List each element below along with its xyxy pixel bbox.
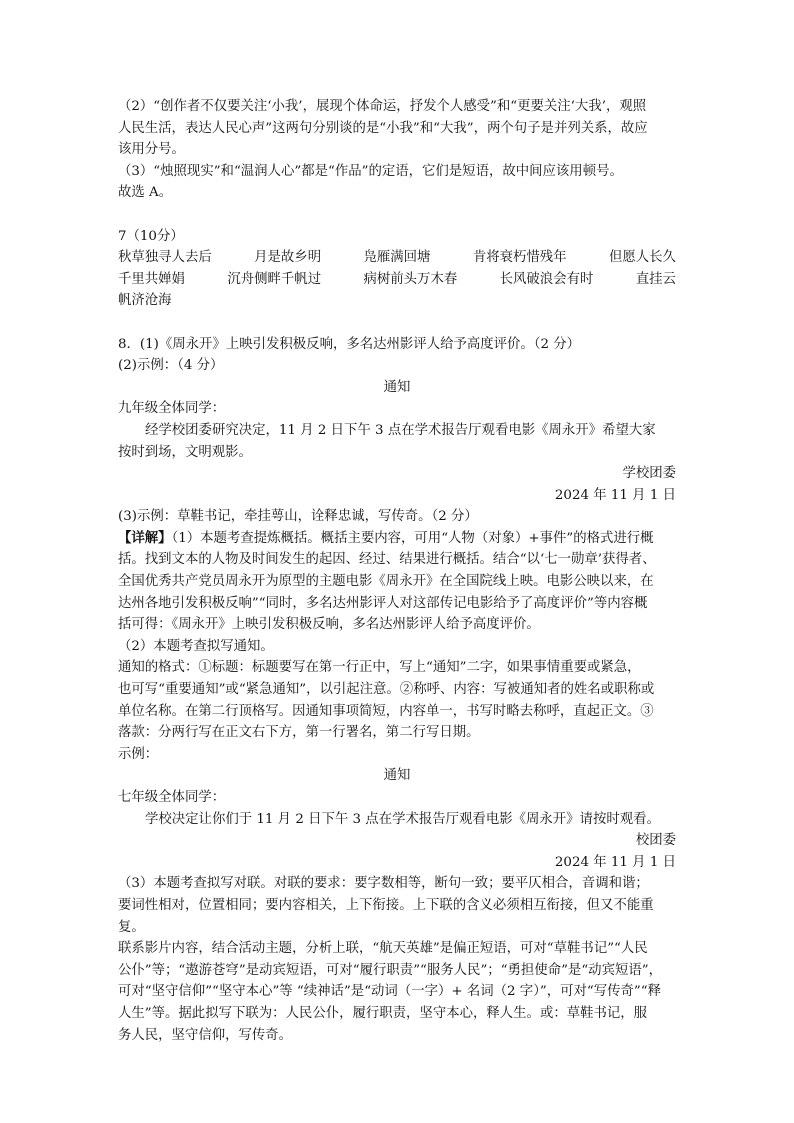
poem-phrase: 沉舟侧畔千帆过 xyxy=(227,271,322,287)
poem-phrase: 肯将衰朽惜残年 xyxy=(472,250,567,266)
explain-line-1 xyxy=(118,528,676,550)
spacer xyxy=(118,204,676,226)
explain-line-4: 达州各地引发积极反响”“同时，多名达州影评人对这部传记电影给予了高度评价”等内容概 xyxy=(118,595,648,611)
explain-text: （1）本题考查提炼概括。概括主要内容，可用“人物（对象）+事件”的格式进行概 xyxy=(171,530,654,546)
poem-phrase: 直挂云 xyxy=(635,271,676,287)
poem-phrase: 长风破浪会有时 xyxy=(499,271,594,287)
explain-line-3: 全国优秀共产党员周永开为原型的主题电影《周永开》在全国院线上映。电影公映以来，在 xyxy=(118,574,654,590)
q7-row-1 xyxy=(118,247,676,269)
notice1-title: 通知 xyxy=(383,379,411,395)
notice2-date: 2024 年 11 月 1 日 xyxy=(554,854,676,870)
explain3-line-6: 可对“坚守信仰”“坚守本心”等 “续神话”是“动词（一字）+ 名词（2 字）”，可对“写传奇”“释 xyxy=(118,984,661,1000)
q8-part1: 8．(1)《周永开》上映引发积极反响，多名达州影评人给予高度评价。（2 分） xyxy=(118,336,581,352)
document-page xyxy=(118,96,676,1046)
notice2-title: 通知 xyxy=(383,768,411,784)
notice1-body-line-1: 经学校团委研究决定，11 月 2 日下午 3 点在学术报告厅观看电影《周永开》希望大家 xyxy=(145,422,656,438)
poem-phrase: 病树前头万木春 xyxy=(363,271,458,287)
explain3-line-2: 要词性相对，位置相同；要内容相关，上下衔接。上下联的含义必须相互衔接，但又不能重 xyxy=(118,897,654,913)
poem-phrase: 千里共婵娟 xyxy=(118,271,185,287)
explain-line-11: 示例： xyxy=(118,746,159,762)
explain-line-9: 单位名称。在第二行顶格写。因通知事项简短，内容单一，书写时略去称呼，直起正文。③ xyxy=(118,703,654,719)
explain-line-2: 括。找到文本的人物及时间发生的起因、经过、结果进行概括。结合“以‘七一勋章’获得者、 xyxy=(118,552,656,568)
explain3-line-7: 人生”等。据此拟写下联为：人民公仆，履行职责，坚守本心，释人生。或：草鞋书记，服 xyxy=(118,1005,648,1021)
q6-part2-line-2: 人民生活，表达人民心声”这两句分别谈的是“小我”和“大我”，两个句子是并列关系，故应 xyxy=(118,120,648,136)
notice1-body-line-2: 按时到场，文明观影。 xyxy=(118,444,252,460)
notice2-body: 学校决定让你们于 11 月 2 日下午 3 点在学术报告厅观看电影《周永开》请按时观看。 xyxy=(145,811,660,827)
explain-line-5: 括可得：《周永开》上映引发积极反响，多名达州影评人给予高度评价。 xyxy=(118,617,540,633)
q7-row-2 xyxy=(118,269,676,291)
q8-part3: (3)示例：草鞋书记，牵挂萼山，诠释忠诚，写传奇。（2 分） xyxy=(118,509,478,525)
explain-line-6: （2）本题考查拟写通知。 xyxy=(118,638,274,654)
explain3-line-8: 务人民，坚守信仰，写传奇。 xyxy=(118,1027,293,1043)
explain-line-10: 落款：分两行写在正文右下方，第一行署名，第二行写日期。 xyxy=(118,725,480,741)
notice2-salutation: 七年级全体同学： xyxy=(118,790,226,805)
q6-part2-line-1: （2）“创作者不仅要关注‘小我’，展现个体命运，抒发个人感受”和“更要关注‘大我’，观照 xyxy=(118,99,647,114)
explain3-line-4: 联系影片内容，结合活动主题，分析上联，“航天英雄”是偏正短语，可对“草鞋书记”“人民 xyxy=(118,941,648,957)
q6-part2-line-3: 该用分号。 xyxy=(118,142,185,158)
poem-phrase: 月是故乡明 xyxy=(254,250,322,266)
explain-tag: 【详解】 xyxy=(118,529,172,546)
q6-answer: 故选 A。 xyxy=(118,185,173,201)
q7-row-3: 帆济沧海 xyxy=(118,293,172,309)
notice1-salutation: 九年级全体同学： xyxy=(118,401,226,417)
explain-line-7: 通知的格式：①标题：标题要写在第一行正中，写上“通知”二字，如果事情重要或紧急， xyxy=(118,660,641,676)
spacer xyxy=(118,312,676,334)
explain3-line-5: 公仆”等；“遨游苍穹”是动宾短语，可对“履行职责”“服务人民”；“勇担使命”是“动宾短语”， xyxy=(118,962,662,978)
poem-phrase: 凫雁满回塘 xyxy=(363,250,431,266)
q7-heading: 7（10分） xyxy=(118,228,184,244)
explain-line-8: 也可写“重要通知”或“紧急通知”，以引起注意。②称呼、内容：写被通知者的姓名或职称或 xyxy=(118,682,655,698)
explain3-line-1: （3）本题考查拟写对联。对联的要求：要字数相等，断句一致；要平仄相合，音调和谐； xyxy=(118,876,649,892)
q6-part3: （3）“烛照现实”和“温润人心”都是“作品”的定语，它们是短语，故中间应该用顿号。 xyxy=(118,163,623,179)
explain3-line-3: 复。 xyxy=(118,919,145,935)
notice2-signature: 校团委 xyxy=(635,833,676,849)
q8-part2: (2)示例：（4 分） xyxy=(118,358,224,374)
notice1-signature: 学校团委 xyxy=(622,466,676,482)
poem-phrase: 但愿人长久 xyxy=(609,250,676,266)
notice1-date: 2024 年 11 月 1 日 xyxy=(554,487,676,503)
poem-phrase: 秋草独寻人去后 xyxy=(118,250,212,266)
